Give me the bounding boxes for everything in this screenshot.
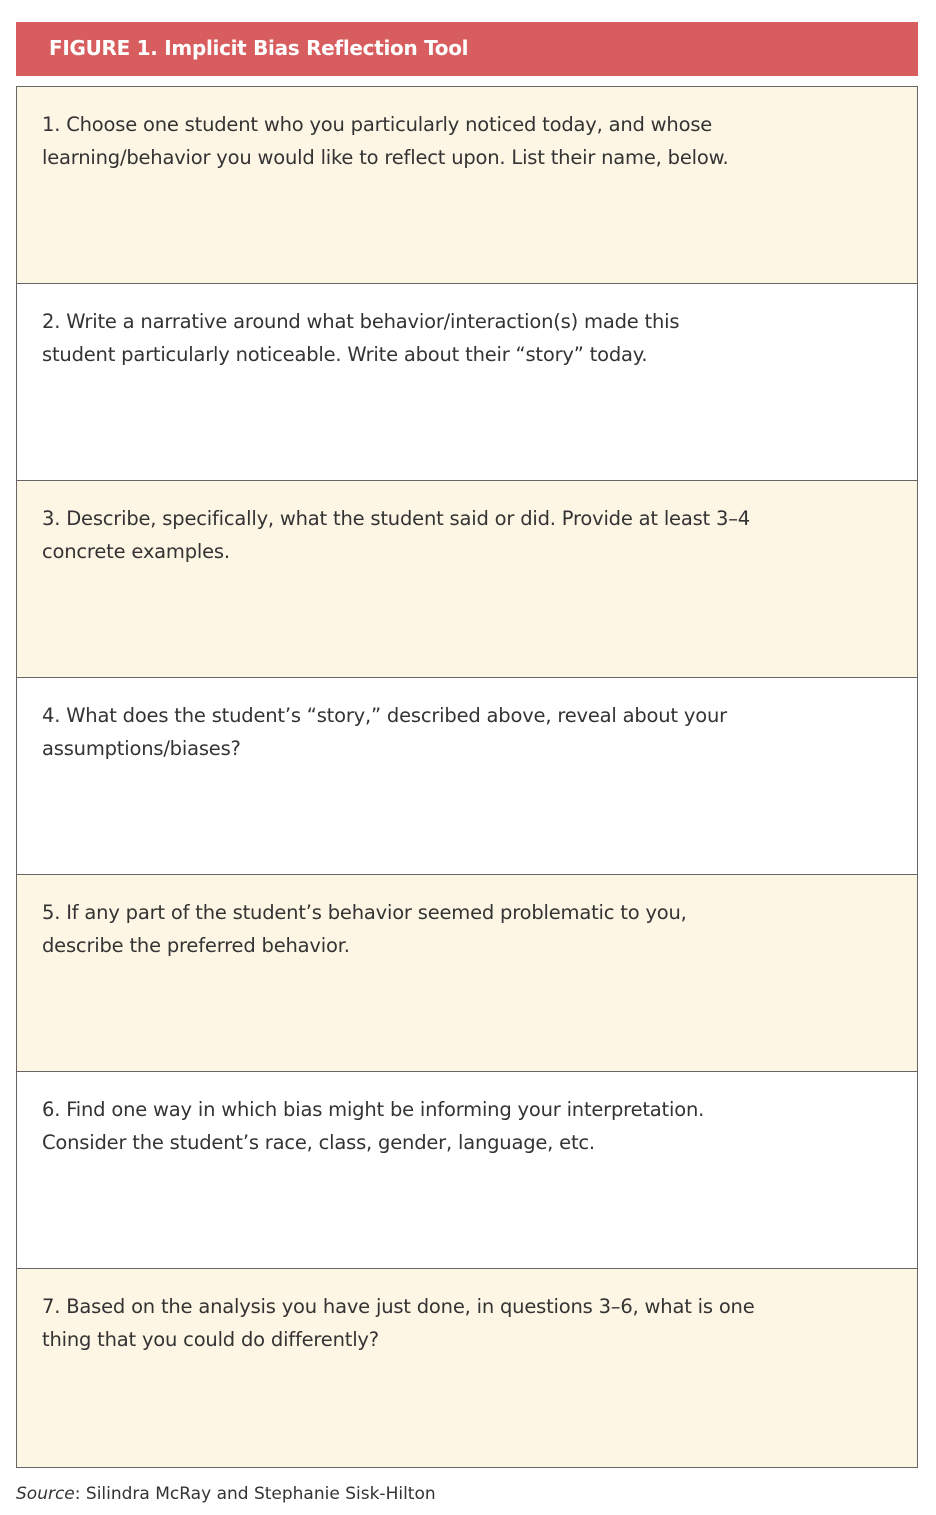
question-text: assumptions/biases? bbox=[42, 736, 241, 760]
figure-title: FIGURE 1. Implicit Bias Reflection Tool bbox=[49, 36, 469, 60]
question-text: 7. Based on the analysis you have just done, in questions 3–6, what is one bbox=[42, 1295, 755, 1318]
question-row-7 bbox=[17, 1269, 917, 1467]
question-row-4 bbox=[17, 678, 917, 875]
question-row-2 bbox=[17, 284, 917, 481]
reflection-table bbox=[16, 86, 918, 1468]
question-text: 2. Write a narrative around what behavior/interaction(s) made this bbox=[42, 310, 680, 333]
question-row-3 bbox=[17, 481, 917, 678]
source-text: : Silindra McRay and Stephanie Sisk-Hilton bbox=[74, 1484, 436, 1504]
source-label: Source bbox=[16, 1484, 75, 1504]
question-text: 3. Describe, specifically, what the student said or did. Provide at least 3–4 bbox=[42, 507, 750, 530]
question-text: student particularly noticeable. Write about their “story” today. bbox=[42, 342, 648, 366]
question-text: learning/behavior you would like to reflect upon. List their name, below. bbox=[42, 145, 729, 169]
figure-header bbox=[16, 22, 918, 76]
question-text: 5. If any part of the student’s behavior seemed problematic to you, bbox=[42, 901, 687, 924]
question-text: thing that you could do differently? bbox=[42, 1327, 379, 1351]
question-row-5 bbox=[17, 875, 917, 1072]
question-row-1 bbox=[17, 87, 917, 284]
source-credit bbox=[16, 1484, 436, 1504]
question-text: Consider the student’s race, class, gender, language, etc. bbox=[42, 1130, 595, 1154]
question-row-6 bbox=[17, 1072, 917, 1269]
question-text: describe the preferred behavior. bbox=[42, 933, 350, 957]
question-text: concrete examples. bbox=[42, 539, 230, 563]
question-text: 1. Choose one student who you particularly noticed today, and whose bbox=[42, 113, 713, 136]
question-text: 4. What does the student’s “story,” described above, reveal about your bbox=[42, 704, 727, 727]
question-text: 6. Find one way in which bias might be informing your interpretation. bbox=[42, 1098, 705, 1121]
